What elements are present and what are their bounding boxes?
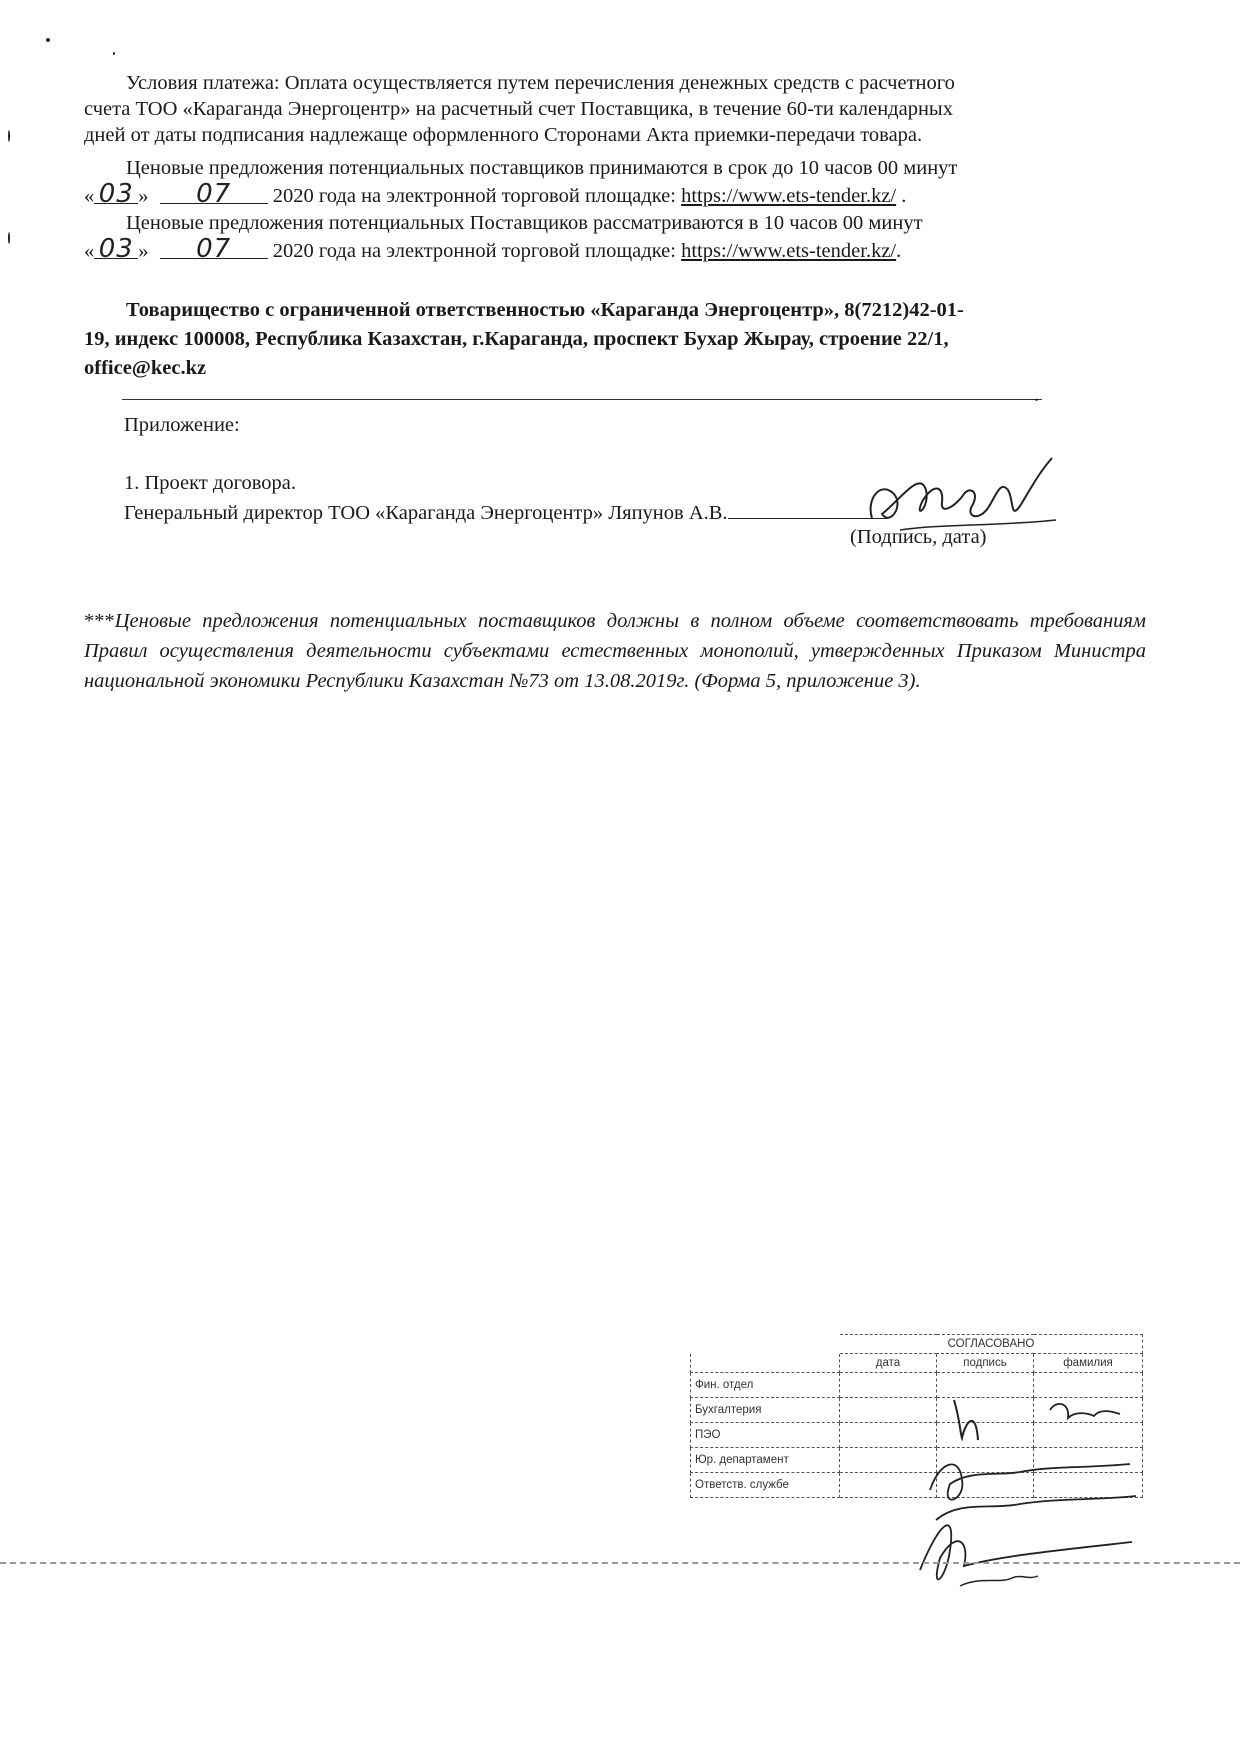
company-line-1: Товарищество с ограниченной ответственностью «Караганда Энергоцентр», 8(7212)42-01- bbox=[126, 299, 964, 321]
stamp-blank-cell bbox=[691, 1335, 840, 1354]
line-end: . bbox=[896, 240, 902, 262]
scan-speck bbox=[113, 52, 115, 55]
stamp-col-surname: фамилия bbox=[1034, 1354, 1143, 1373]
offer-review-date-line bbox=[84, 236, 1144, 264]
payment-line-1: Условия платежа: Оплата осуществляется путем перечисления денежных средств с расчетного bbox=[126, 72, 955, 94]
handwritten-day: 03 bbox=[94, 236, 138, 259]
quote-close: » bbox=[138, 185, 149, 207]
appendix-item-1: 1. Проект договора. bbox=[124, 472, 297, 494]
stamp-title: СОГЛАСОВАНО bbox=[840, 1335, 1143, 1354]
company-email: office@kec.kz bbox=[84, 357, 207, 379]
scan-speck bbox=[46, 38, 50, 42]
separator-rule bbox=[122, 399, 1042, 400]
stamp-row-label: ПЭО bbox=[691, 1423, 840, 1448]
payment-terms bbox=[84, 70, 1144, 148]
note-text: Ценовые предложения потенциальных поставщиков должны в полном объеме соответствовать требованиям Правил осуществления деятельности субъектами естественных монополий, утвержденных Приказом Министра национальной экономики Республики Казахстан №73 от 13.08.2019г. (Форма 5, приложение 3). bbox=[84, 610, 1146, 692]
ets-tender-link[interactable]: https://www.ets-tender.kz/ bbox=[681, 185, 897, 207]
handwritten-month: 07 bbox=[160, 181, 268, 204]
quote-open: « bbox=[84, 185, 95, 207]
scan-speck bbox=[8, 130, 10, 142]
appendix-label: Приложение: bbox=[124, 414, 240, 436]
year-text: 2020 года на электронной торговой площадке: bbox=[272, 240, 676, 262]
ets-tender-link[interactable]: https://www.ets-tender.kz/ bbox=[681, 240, 897, 262]
stamp-col-date: дата bbox=[840, 1354, 937, 1373]
offer-accept-date-line bbox=[84, 181, 1144, 209]
stamp-row-label: Юр. департамент bbox=[691, 1448, 840, 1473]
handwritten-day: 03 bbox=[94, 181, 138, 204]
stamp-col-signature: подпись bbox=[937, 1354, 1034, 1373]
offer-acceptance bbox=[84, 155, 1144, 209]
stamp-corner-cell bbox=[691, 1354, 840, 1373]
payment-line-3: дней от даты подписания надлежаще оформленного Сторонами Акта приемки-передачи товара. bbox=[84, 124, 923, 146]
handwritten-month: 07 bbox=[160, 236, 268, 259]
quote-open: « bbox=[84, 240, 95, 262]
payment-line-2: счета ТОО «Караганда Энергоцентр» на расчетный счет Поставщика, в течение 60-ти календарных bbox=[84, 98, 953, 120]
director-line bbox=[124, 496, 888, 526]
company-details bbox=[84, 296, 1144, 383]
offer-review-text: Ценовые предложения потенциальных Поставщиков рассматриваются в 10 часов 00 минут bbox=[126, 212, 923, 234]
separator-end: . bbox=[1034, 384, 1039, 406]
scan-dashed-edge bbox=[0, 1562, 1240, 1564]
stamp-row-label: Фин. отдел bbox=[691, 1373, 840, 1398]
stamp-row-label: Бухгалтерия bbox=[691, 1398, 840, 1423]
legal-note bbox=[84, 606, 1146, 696]
director-name: Генеральный директор ТОО «Караганда Энергоцентр» Ляпунов А.В. bbox=[124, 502, 728, 524]
note-stars: *** bbox=[84, 610, 115, 632]
company-line-2: 19, индекс 100008, Республика Казахстан, г.Караганда, проспект Бухар Жырау, строение 22/1, bbox=[84, 328, 949, 350]
line-end: . bbox=[896, 185, 907, 207]
handwritten-signatures-icon bbox=[900, 1380, 1160, 1600]
offer-review bbox=[84, 210, 1144, 264]
quote-close: » bbox=[138, 240, 149, 262]
stamp-row-label: Ответств. службе bbox=[691, 1473, 840, 1498]
handwritten-signature-icon bbox=[860, 450, 1060, 550]
year-text: 2020 года на электронной торговой площадке: bbox=[272, 185, 676, 207]
offer-accept-text: Ценовые предложения потенциальных поставщиков принимаются в срок до 10 часов 00 минут bbox=[126, 157, 958, 179]
signature-caption: (Подпись, дата) bbox=[850, 526, 987, 548]
scan-speck bbox=[8, 232, 10, 244]
